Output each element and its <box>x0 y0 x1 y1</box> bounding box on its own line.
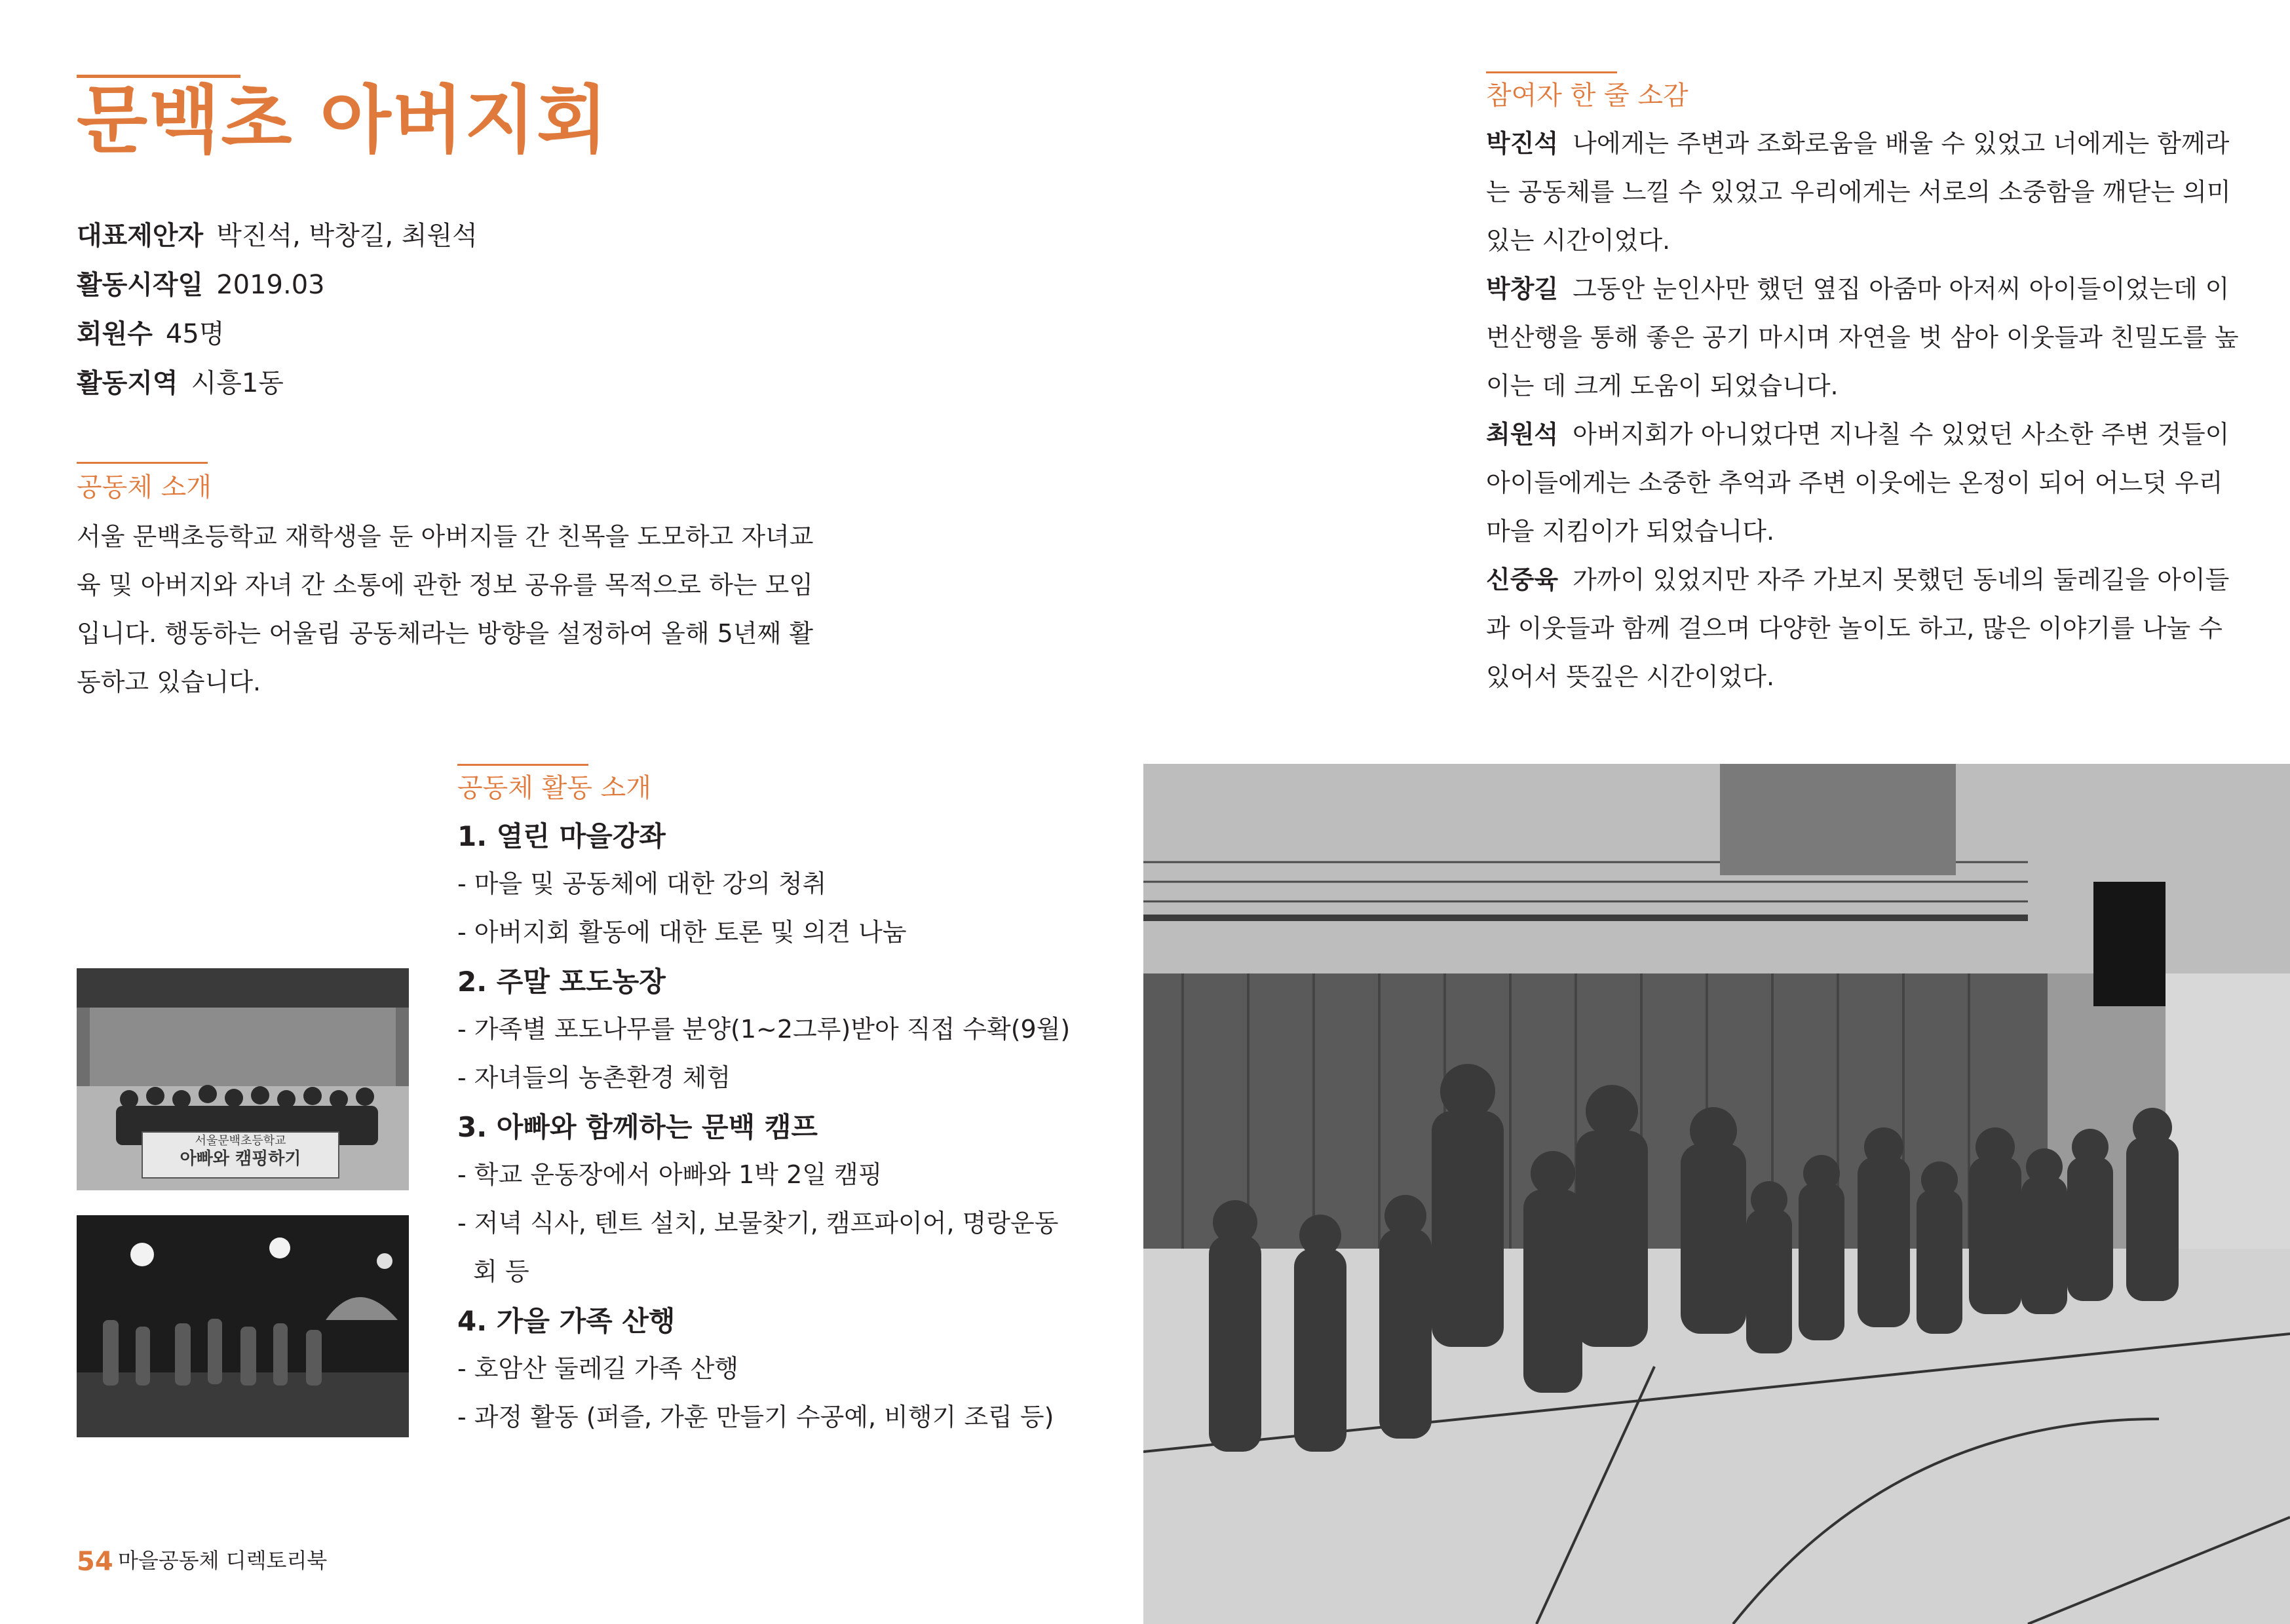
activity-detail: - 아버지회 활동에 대한 토론 및 의견 나눔 <box>457 918 907 947</box>
comment-author: 박창길 <box>1486 274 1559 303</box>
camping-photo-image <box>77 1215 409 1437</box>
intro-heading-rule <box>77 462 208 464</box>
info-value: 박진석, 박창길, 최원석 <box>216 221 478 251</box>
page-number: 54 <box>77 1547 113 1577</box>
comment-text: 그동안 눈인사만 했던 옆집 아줌마 아저씨 아이들이었는데 이 <box>1573 274 2230 303</box>
activities-heading: 공동체 활동 소개 <box>457 773 651 803</box>
page-title: 문백초 아버지회 <box>77 78 609 163</box>
gym-photo-image <box>1143 764 2290 1624</box>
intro-line: 동하고 있습니다. <box>77 668 261 696</box>
book-title: 마을공동체 디렉토리북 <box>118 1548 328 1573</box>
info-label: 활동지역 <box>77 368 178 398</box>
comment-line <box>1486 131 2229 156</box>
comment-line: 는 공동체를 느낄 수 있었고 우리에게는 서로의 소중함을 깨닫는 의미 <box>1486 178 2231 206</box>
activity-detail: - 가족별 포도나무를 분양(1~2그루)받아 직접 수확(9월) <box>457 1015 1071 1044</box>
comment-line: 번산행을 통해 좋은 공기 마시며 자연을 벗 삼아 이웃들과 친밀도를 높 <box>1486 323 2239 352</box>
info-start <box>77 272 325 298</box>
comment-line: 마을 지킴이가 되었습니다. <box>1486 517 1775 546</box>
comment-line: 과 이웃들과 함께 걸으며 다양한 놀이도 하고, 많은 이야기를 나눌 수 <box>1486 614 2223 643</box>
activity-detail: - 학교 운동장에서 아빠와 1박 2일 캠핑 <box>457 1160 883 1189</box>
intro-line: 육 및 아버지와 자녀 간 소통에 관한 정보 공유를 목적으로 하는 모임 <box>77 571 813 599</box>
comment-author: 신중육 <box>1486 565 1559 594</box>
comment-author: 최원석 <box>1486 420 1559 449</box>
banner-line: 서울문백초등학교 <box>195 1134 286 1148</box>
gym-photo <box>1143 764 2290 1624</box>
comment-author: 박진석 <box>1486 129 1559 158</box>
camping-photo <box>77 1215 409 1437</box>
activity-title: 4. 가을 가족 산행 <box>457 1305 676 1337</box>
activity-detail: - 과정 활동 (퍼즐, 가훈 만들기 수공예, 비행기 조립 등) <box>457 1403 1054 1431</box>
activity-title: 1. 열린 마을강좌 <box>457 820 666 852</box>
group-photo <box>77 968 409 1190</box>
comments-heading: 참여자 한 줄 소감 <box>1486 81 1689 111</box>
activity-detail: - 마을 및 공동체에 대한 강의 청취 <box>457 869 827 898</box>
comment-line: 있는 시간이었다. <box>1486 226 1671 255</box>
activity-detail: 회 등 <box>457 1257 529 1286</box>
activity-detail: - 자녀들의 농촌환경 체험 <box>457 1063 731 1092</box>
comment-line <box>1486 422 2229 447</box>
intro-line: 서울 문백초등학교 재학생을 둔 아버지들 간 친목을 도모하고 자녀교 <box>77 522 814 551</box>
comment-line <box>1486 276 2229 301</box>
banner-line: 아빠와 캠핑하기 <box>180 1149 301 1169</box>
comment-text: 가까이 있었지만 자주 가보지 못했던 동네의 둘레길을 아이들 <box>1573 565 2230 594</box>
comment-line <box>1486 567 2229 592</box>
info-value: 시흥1동 <box>191 368 284 398</box>
info-value: 2019.03 <box>216 270 325 300</box>
info-value: 45명 <box>165 319 225 349</box>
info-members <box>77 321 224 347</box>
info-area <box>77 370 284 396</box>
info-label: 회원수 <box>77 319 153 349</box>
comment-line: 있어서 뜻깊은 시간이었다. <box>1486 662 1775 691</box>
intro-heading: 공동체 소개 <box>77 472 212 502</box>
comment-line: 이는 데 크게 도움이 되었습니다. <box>1486 371 1839 400</box>
comments-heading-rule <box>1486 71 1617 73</box>
info-label: 대표제안자 <box>77 221 204 251</box>
comment-text: 나에게는 주변과 조화로움을 배울 수 있었고 너에게는 함께라 <box>1573 129 2230 158</box>
comment-text: 아버지회가 아니었다면 지나칠 수 있었던 사소한 주변 것들이 <box>1573 420 2230 449</box>
activity-detail: - 저녁 식사, 텐트 설치, 보물찾기, 캠프파이어, 명랑운동 <box>457 1209 1059 1237</box>
info-proposer <box>77 223 478 249</box>
intro-line: 입니다. 행동하는 어울림 공동체라는 방향을 설정하여 올해 5년째 활 <box>77 619 814 648</box>
banner-text <box>142 1133 339 1171</box>
activity-title: 3. 아빠와 함께하는 문백 캠프 <box>457 1111 818 1143</box>
activity-title: 2. 주말 포도농장 <box>457 966 666 998</box>
activities-heading-rule <box>457 764 588 766</box>
activity-detail: - 호암산 둘레길 가족 산행 <box>457 1354 739 1383</box>
comment-line: 아이들에게는 소중한 추억과 주변 이웃에는 온정이 되어 어느덧 우리 <box>1486 468 2223 497</box>
info-label: 활동시작일 <box>77 270 204 300</box>
